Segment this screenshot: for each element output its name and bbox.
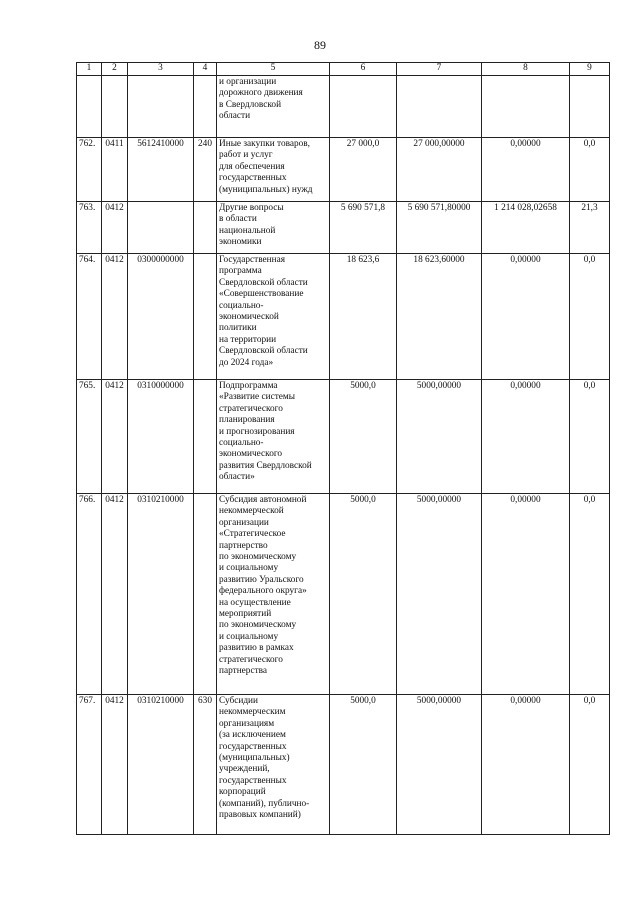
page-number: 89 [314,38,326,52]
column-header: 9 [570,63,610,76]
table-cell: 0,0 [570,380,610,494]
table-cell: 18 623,6 [330,254,397,380]
table-cell: 0,00000 [482,138,570,202]
table-cell [77,76,102,138]
table-cell: 18 623,60000 [397,254,482,380]
table-cell: 0,0 [570,254,610,380]
column-header: 7 [397,63,482,76]
table-cell: 5000,00000 [397,494,482,695]
table-cell: 5000,0 [330,695,397,835]
table-cell: 27 000,0 [330,138,397,202]
table-row [77,380,610,494]
table-cell: Субсидия автономной некоммерческой организации «Стратегическое партнерство по экономическому и социальному развитию Уральского федерального округа» на осуществление мероприятий по экономическому и социальному развитию в рамках стратегического партнерства [217,494,330,695]
table-cell [482,76,570,138]
table-cell [330,76,397,138]
table-cell: 766. [77,494,102,695]
table-header-row [77,63,610,76]
table-cell: 0,0 [570,138,610,202]
table-cell: 0412 [102,254,128,380]
table-row [77,254,610,380]
budget-table [76,62,610,835]
table-cell [102,76,128,138]
table-cell: 763. [77,202,102,254]
table-cell: 765. [77,380,102,494]
table-cell: 762. [77,138,102,202]
table-cell: 0,00000 [482,494,570,695]
table-cell: Иные закупки товаров, работ и услуг для обеспечения государственных (муниципальных) нужд [217,138,330,202]
table-cell: 0412 [102,494,128,695]
table-cell: 5612410000 [128,138,194,202]
table-cell: 0,00000 [482,695,570,835]
table-cell: Субсидии некоммерческим организациям (за исключением государственных (муниципальных) учреждений, государственных корпораций (компаний), публично- правовых компаний) [217,695,330,835]
table-cell: 5000,00000 [397,380,482,494]
table-cell [570,76,610,138]
table-cell [128,202,194,254]
table-cell: 0310210000 [128,695,194,835]
table-cell: 5000,00000 [397,695,482,835]
table-cell: 0310000000 [128,380,194,494]
table-cell: 630 [194,695,217,835]
table-cell: 5000,0 [330,494,397,695]
column-header: 2 [102,63,128,76]
column-header: 3 [128,63,194,76]
column-header: 6 [330,63,397,76]
table-cell: 240 [194,138,217,202]
table-row [77,494,610,695]
table-cell: 21,3 [570,202,610,254]
table-cell: 5 690 571,80000 [397,202,482,254]
table-cell: 5000,0 [330,380,397,494]
table-row [77,695,610,835]
table-cell: 1 214 028,02658 [482,202,570,254]
table-row [77,76,610,138]
table-cell: 0300000000 [128,254,194,380]
table-cell: 0,00000 [482,380,570,494]
table-cell: 27 000,00000 [397,138,482,202]
column-header: 5 [217,63,330,76]
table-cell [194,494,217,695]
table-cell: 0411 [102,138,128,202]
table-cell: 0,0 [570,695,610,835]
table-cell [194,202,217,254]
table-cell: 0412 [102,380,128,494]
table-cell: 0,00000 [482,254,570,380]
table-cell: 764. [77,254,102,380]
table-cell [194,76,217,138]
table-cell: Государственная программа Свердловской области «Совершенствование социально- экономической политики на территории Свердловской области до 2024 года» [217,254,330,380]
table-cell: 0412 [102,695,128,835]
table-cell: 767. [77,695,102,835]
table-cell: Другие вопросы в области национальной экономики [217,202,330,254]
table-cell: 0,0 [570,494,610,695]
table-row [77,138,610,202]
table-cell: 5 690 571,8 [330,202,397,254]
table-cell: Подпрограмма «Развитие системы стратегического планирования и прогнозирования социально- экономического развития Свердловской области» [217,380,330,494]
table-row [77,202,610,254]
column-header: 8 [482,63,570,76]
column-header: 4 [194,63,217,76]
table-cell [397,76,482,138]
table-cell [128,76,194,138]
table-cell: 0310210000 [128,494,194,695]
column-header: 1 [77,63,102,76]
table-cell [194,380,217,494]
table-cell: и организации дорожного движения в Свердловской области [217,76,330,138]
table-cell [194,254,217,380]
table-cell: 0412 [102,202,128,254]
